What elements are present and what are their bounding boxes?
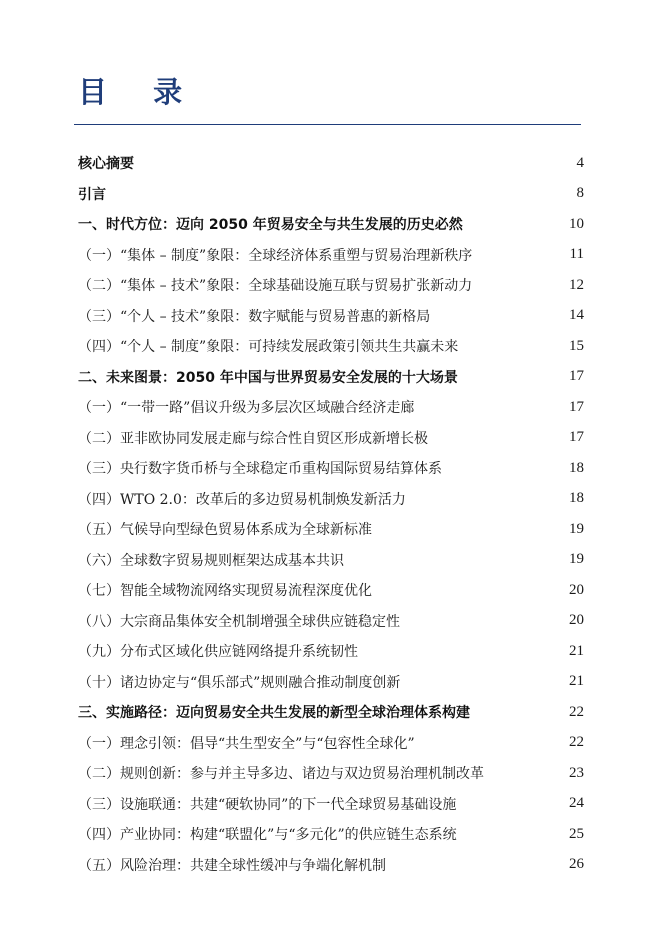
toc-page-number: 25 xyxy=(569,825,584,842)
toc-page-number: 19 xyxy=(569,551,584,568)
toc-page-number: 12 xyxy=(569,276,584,293)
toc-subsection-entry[interactable] xyxy=(78,453,584,484)
toc-entry-title: （一）“集体 – 制度”象限：全球经济体系重塑与贸易治理新秩序 xyxy=(78,247,473,264)
toc-entry-title: （七）智能全域物流网络实现贸易流程深度优化 xyxy=(78,583,372,600)
toc-entry-title: 核心摘要 xyxy=(78,156,134,173)
toc-page-number: 4 xyxy=(576,154,584,171)
toc-page-number: 17 xyxy=(569,398,584,415)
toc-entry-title: 二、未来图景：2050 年中国与世界贸易安全发展的十大场景 xyxy=(78,369,458,386)
toc-entry-title: （十）诸边协定与“俱乐部式”规则融合推动制度创新 xyxy=(78,674,401,691)
toc-section-entry[interactable] xyxy=(78,697,584,728)
toc-subsection-entry[interactable] xyxy=(78,850,584,881)
toc-page-number: 10 xyxy=(569,215,584,232)
toc-page-number: 26 xyxy=(569,856,584,873)
toc-section-entry[interactable] xyxy=(78,179,584,210)
toc-entry-title: （二）“集体 – 技术”象限：全球基础设施互联与贸易扩张新动力 xyxy=(78,278,473,295)
toc-subsection-entry[interactable] xyxy=(78,270,584,301)
toc-page-number: 17 xyxy=(569,429,584,446)
toc-entry-title: 一、时代方位：迈向 2050 年贸易安全与共生发展的历史必然 xyxy=(78,217,463,234)
toc-entry-title: （三）“个人 – 技术”象限：数字赋能与贸易普惠的新格局 xyxy=(78,308,431,325)
toc-page-number: 20 xyxy=(569,581,584,598)
toc-subsection-entry[interactable] xyxy=(78,423,584,454)
title-divider xyxy=(74,124,581,125)
toc-section-entry[interactable] xyxy=(78,209,584,240)
toc-entry-title: （二）亚非欧协同发展走廊与综合性自贸区形成新增长极 xyxy=(78,430,428,447)
toc-subsection-entry[interactable] xyxy=(78,514,584,545)
toc-entry-title: （一）理念引领：倡导“共生型安全”与“包容性全球化” xyxy=(78,735,415,752)
toc-entry-title: （四）WTO 2.0：改革后的多边贸易机制焕发新活力 xyxy=(78,491,406,508)
toc-page-number: 20 xyxy=(569,612,584,629)
toc-page-number: 22 xyxy=(569,703,584,720)
toc-page-number: 23 xyxy=(569,764,584,781)
toc-page-number: 19 xyxy=(569,520,584,537)
toc-section-entry[interactable] xyxy=(78,362,584,393)
toc-entry-title: （六）全球数字贸易规则框架达成基本共识 xyxy=(78,552,344,569)
toc-entry-title: （五）风险治理：共建全球性缓冲与争端化解机制 xyxy=(78,857,386,874)
toc-page-number: 17 xyxy=(569,368,584,385)
toc-subsection-entry[interactable] xyxy=(78,636,584,667)
toc-page-number: 11 xyxy=(569,246,584,263)
toc-subsection-entry[interactable] xyxy=(78,575,584,606)
toc-page-number: 18 xyxy=(569,490,584,507)
toc-entry-title: （五）气候导向型绿色贸易体系成为全球新标准 xyxy=(78,522,372,539)
table-of-contents xyxy=(78,148,584,880)
toc-entry-title: 引言 xyxy=(78,186,106,203)
toc-entry-title: （二）规则创新：参与并主导多边、诸边与双边贸易治理机制改革 xyxy=(78,766,484,783)
toc-subsection-entry[interactable] xyxy=(78,545,584,576)
toc-entry-title: （四）“个人 – 制度”象限：可持续发展政策引领共生共赢未来 xyxy=(78,339,459,356)
toc-entry-title: （三）央行数字货币桥与全球稳定币重构国际贸易结算体系 xyxy=(78,461,442,478)
toc-subsection-entry[interactable] xyxy=(78,789,584,820)
toc-subsection-entry[interactable] xyxy=(78,758,584,789)
toc-subsection-entry[interactable] xyxy=(78,240,584,271)
toc-entry-title: 三、实施路径：迈向贸易安全共生发展的新型全球治理体系构建 xyxy=(78,705,470,722)
toc-page-number: 22 xyxy=(569,734,584,751)
toc-entry-title: （九）分布式区域化供应链网络提升系统韧性 xyxy=(78,644,358,661)
toc-section-entry[interactable] xyxy=(78,148,584,179)
toc-subsection-entry[interactable] xyxy=(78,331,584,362)
toc-subsection-entry[interactable] xyxy=(78,392,584,423)
toc-subsection-entry[interactable] xyxy=(78,606,584,637)
toc-subsection-entry[interactable] xyxy=(78,728,584,759)
toc-page-number: 14 xyxy=(569,307,584,324)
toc-page-number: 21 xyxy=(569,642,584,659)
toc-entry-title: （八）大宗商品集体安全机制增强全球供应链稳定性 xyxy=(78,613,400,630)
toc-subsection-entry[interactable] xyxy=(78,484,584,515)
toc-entry-title: （四）产业协同：构建“联盟化”与“多元化”的供应链生态系统 xyxy=(78,827,457,844)
toc-page-number: 24 xyxy=(569,795,584,812)
toc-page-number: 18 xyxy=(569,459,584,476)
toc-subsection-entry[interactable] xyxy=(78,819,584,850)
page-title: 目 录 xyxy=(78,75,201,109)
toc-page-number: 8 xyxy=(576,185,584,202)
toc-subsection-entry[interactable] xyxy=(78,667,584,698)
toc-subsection-entry[interactable] xyxy=(78,301,584,332)
toc-entry-title: （一）“一带一路”倡议升级为多层次区域融合经济走廊 xyxy=(78,400,415,417)
toc-page-number: 15 xyxy=(569,337,584,354)
toc-page-number: 21 xyxy=(569,673,584,690)
toc-entry-title: （三）设施联通：共建“硬软协同”的下一代全球贸易基础设施 xyxy=(78,796,457,813)
